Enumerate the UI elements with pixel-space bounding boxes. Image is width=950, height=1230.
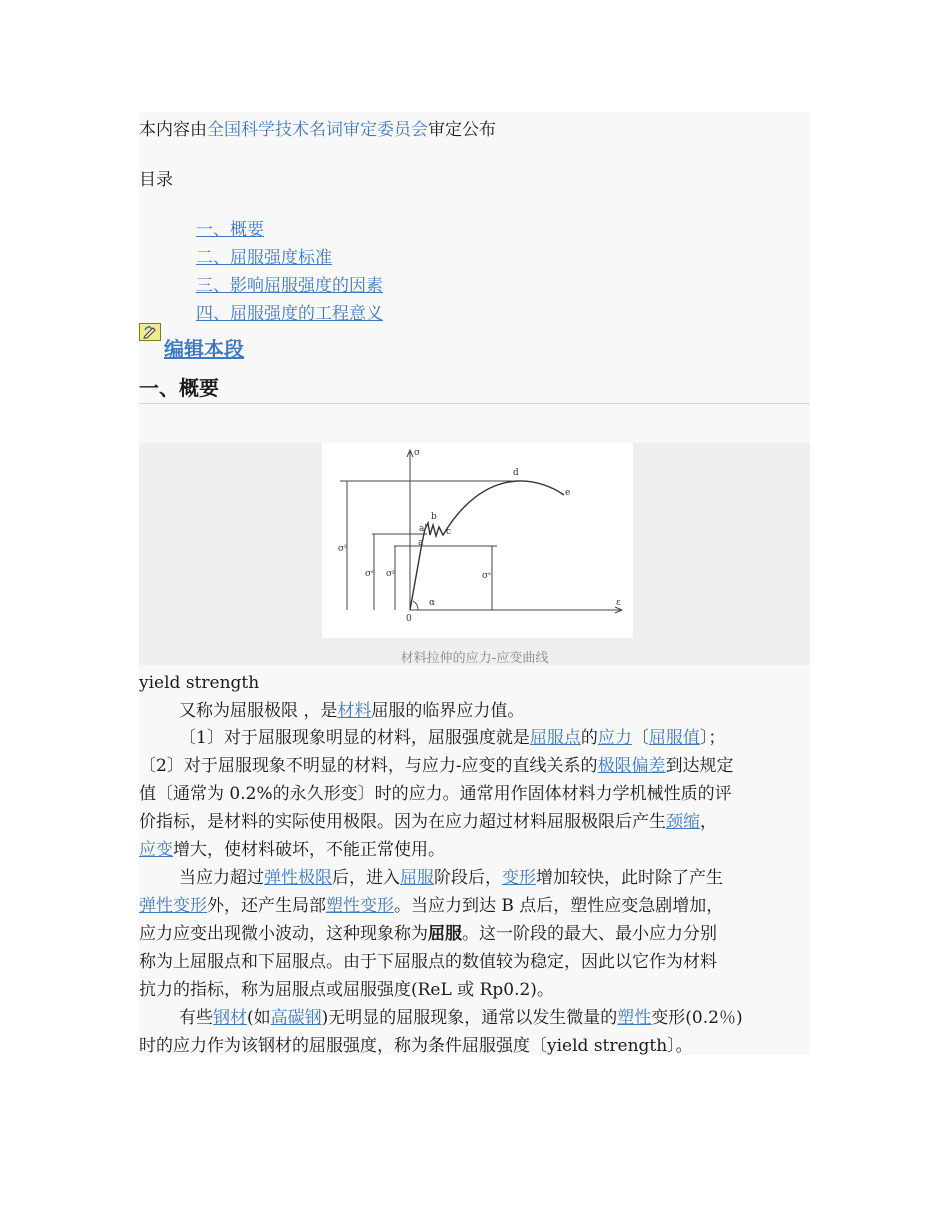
p1-text-b: 屈服的临界应力值。 <box>371 701 525 721</box>
p4-text: 变形(0.2％) <box>651 1008 743 1028</box>
p2-text: 值〔通常为 0.2%的永久形变〕时的应力。通常用作固体材料力学机械性质的评 <box>139 784 732 804</box>
yield-term-bold: 屈服 <box>428 924 462 944</box>
p2-text: 〕； <box>699 728 726 748</box>
figure-caption: 材料拉伸的应力-应变曲线 <box>400 651 549 666</box>
link-elastic-limit[interactable]: 弹性极限 <box>264 868 332 888</box>
sigma-e-label: σᵉ <box>365 569 375 579</box>
link-necking[interactable]: 颈缩 <box>666 812 700 832</box>
p4-text: (如 <box>247 1008 271 1028</box>
link-plasticity[interactable]: 塑性 <box>617 1008 652 1028</box>
paragraph-1 <box>139 697 810 725</box>
link-deformation[interactable]: 变形 <box>502 868 536 888</box>
p2-text: 的 <box>580 728 598 748</box>
p2-text: 价指标，是材料的实际使用极限。因为在应力超过材料屈服极限后产生 <box>139 812 666 832</box>
p4-text: 时的应力作为该钢材的屈服强度，称为条件屈服强度〔yield strength〕。 <box>139 1036 693 1056</box>
p3-text: 后，进入 <box>332 868 400 888</box>
link-high-carbon-steel[interactable]: 高碳钢 <box>270 1008 322 1028</box>
p3-text: 阶段后， <box>434 868 502 888</box>
link-limit-deviation[interactable]: 极限偏差 <box>597 756 666 776</box>
p3-text: 当应力超过 <box>179 868 264 888</box>
point-a-label: a <box>418 538 424 548</box>
p2-text: 〔1〕对于屈服现象明显的材料，屈服强度就是 <box>179 728 530 748</box>
toc-item-factors[interactable]: 三、影响屈服强度的因素 <box>196 276 383 296</box>
point-c-label: c <box>446 527 452 537</box>
link-elastic-deformation[interactable]: 弹性变形 <box>139 896 207 916</box>
link-yield[interactable]: 屈服 <box>400 868 434 888</box>
sigma-s-label: σˢ <box>482 571 492 581</box>
point-e-label: e <box>565 488 571 498</box>
link-stress[interactable]: 应力 <box>597 728 632 748</box>
paragraph-2 <box>139 724 810 864</box>
origin-label: 0 <box>406 614 412 624</box>
section-title: 一、概要 <box>139 376 219 400</box>
section-divider <box>139 403 810 404</box>
link-yield-value[interactable]: 屈服值 <box>648 728 700 748</box>
edit-section-link[interactable]: 编辑本段 <box>164 337 244 361</box>
p2-text: 〔2〕对于屈服现象不明显的材料，与应力-应变的直线关系的 <box>139 756 598 776</box>
p4-text: )无明显的屈服现象，通常以发生微量的 <box>321 1008 618 1028</box>
paragraph-4 <box>139 1004 810 1060</box>
p3-text: 应力应变出现微小波动，这种现象称为 <box>139 924 428 944</box>
link-material[interactable]: 材料 <box>337 701 372 721</box>
edit-pencil-icon[interactable] <box>139 323 161 341</box>
link-plastic-deformation[interactable]: 塑性变形 <box>326 896 394 916</box>
pencil-icon <box>142 325 158 339</box>
link-yield-point[interactable]: 屈服点 <box>529 728 581 748</box>
intro-suffix: 审定公布 <box>428 120 496 140</box>
paragraph-3 <box>139 864 810 1004</box>
p3-text: 。当应力到达 B 点后，塑性应变急剧增加， <box>394 896 724 916</box>
toc-item-significance[interactable]: 四、屈服强度的工程意义 <box>196 304 383 324</box>
p4-text: 有些 <box>179 1008 213 1028</box>
link-strain[interactable]: 应变 <box>139 840 173 860</box>
toc-title: 目录 <box>139 170 173 190</box>
p3-text: 称为上屈服点和下屈服点。由于下屈服点的数值较为稳定，因此以它作为材料 <box>139 952 717 972</box>
stress-strain-figure <box>322 443 633 638</box>
point-d-label: d <box>513 468 519 478</box>
p3-text: 。这一阶段的最大、最小应力分别 <box>462 924 717 944</box>
p3-text: 外，还产生局部 <box>207 896 326 916</box>
p2-text: 到达规定 <box>665 756 734 776</box>
p2-text: 增大，使材料破坏，不能正常使用。 <box>173 840 445 860</box>
epsilon-label: ε <box>616 598 621 608</box>
toc-item-overview[interactable]: 一、概要 <box>196 220 264 240</box>
alpha-label: α <box>429 598 436 608</box>
p1-text-a: 又称为屈服极限 ，是 <box>179 701 338 721</box>
link-steel[interactable]: 钢材 <box>213 1008 247 1028</box>
p3-text: 增加较快，此时除了产生 <box>536 868 723 888</box>
toc-item-standard[interactable]: 二、屈服强度标准 <box>196 248 332 268</box>
sigma-b-label: σᵇ <box>338 544 348 554</box>
intro-prefix: 本内容由 <box>139 120 207 140</box>
sigma-p-label: σᵖ <box>386 569 396 579</box>
committee-link[interactable]: 全国科学技术名词审定委员会 <box>207 120 428 140</box>
intro-line <box>139 119 496 141</box>
point-a-prime-label: a' <box>419 524 427 534</box>
sigma-label: σ <box>414 448 421 458</box>
point-b-label: b <box>431 512 437 522</box>
stress-strain-diagram <box>322 443 633 638</box>
p2-text: ， <box>700 812 717 832</box>
p3-text: 抗力的指标，称为屈服点或屈服强度(ReL 或 Rp0.2)。 <box>139 980 554 1000</box>
english-term: yield strength <box>139 673 260 693</box>
p2-text: 〔 <box>631 728 649 748</box>
